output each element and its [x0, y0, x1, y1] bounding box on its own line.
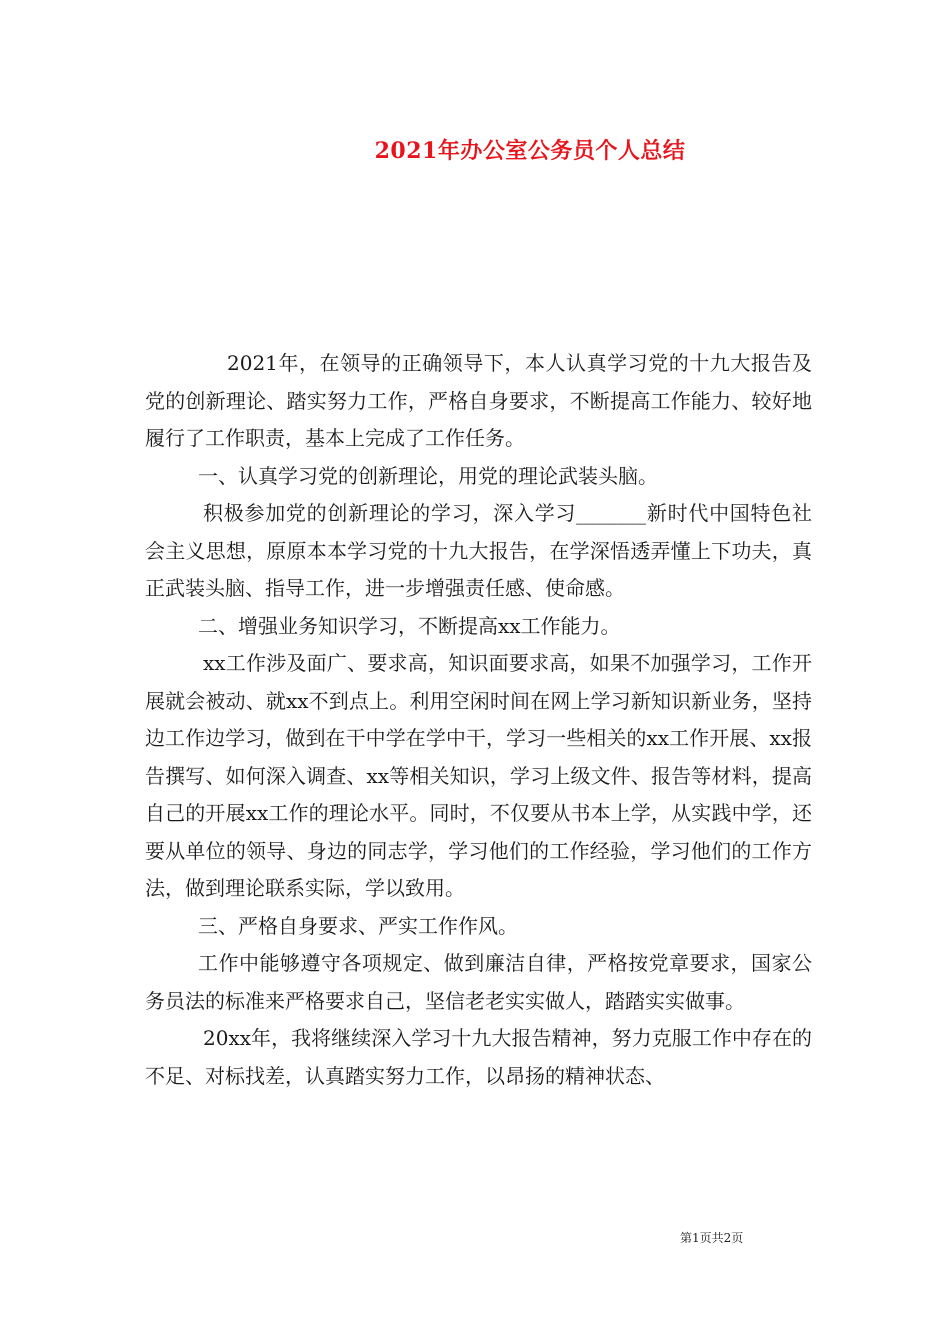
page-number-footer: 第1页共2页	[680, 1231, 744, 1245]
document-title: 2021年办公室公务员个人总结	[374, 138, 686, 164]
paragraph-intro: 2021年，在领导的正确领导下，本人认真学习党的十九大报告及党的创新理论、踏实努力工作，严格自身要求，不断提高工作能力、较好地履行了工作职责，基本上完成了工作任务。	[145, 351, 812, 450]
paragraph-section-3: 工作中能够遵守各项规定、做到廉洁自律，严格按党章要求，国家公务员法的标准来严格要求自己，坚信老老实实做人，踏踏实实做事。	[145, 951, 812, 1013]
document-body	[145, 345, 812, 1095]
section-heading-1: 一、认真学习党的创新理论，用党的理论武装头脑。	[198, 463, 658, 488]
section-heading-2: 二、增强业务知识学习，不断提高xx工作能力。	[198, 613, 621, 638]
paragraph-outlook: 20xx年，我将继续深入学习十九大报告精神，努力克服工作中存在的不足、对标找差，认真踏实努力工作，以昂扬的精神状态、	[145, 1026, 812, 1088]
section-heading-3: 三、严格自身要求、严实工作作风。	[198, 913, 518, 938]
paragraph-section-1: 积极参加党的创新理论的学习，深入学习_______新时代中国特色社会主义思想，原原本本学习党的十九大报告，在学深悟透弄懂上下功夫，真正武装头脑、指导工作，进一步增强责任感、使命感。	[145, 501, 812, 600]
paragraph-section-2: xx工作涉及面广、要求高，知识面要求高，如果不加强学习，工作开展就会被动、就xx不到点上。利用空闲时间在网上学习新知识新业务，坚持边工作边学习，做到在干中学在学中干，学习一些相关的xx工作开展、xx报告撰写、如何深入调查、xx等相关知识，学习上级文件、报告等材料，提高自己的开展xx工作的理论水平。同时，不仅要从书本上学，从实践中学，还要从单位的领导、身边的同志学，学习他们的工作经验，学习他们的工作方法，做到理论联系实际，学以致用。	[145, 651, 812, 900]
